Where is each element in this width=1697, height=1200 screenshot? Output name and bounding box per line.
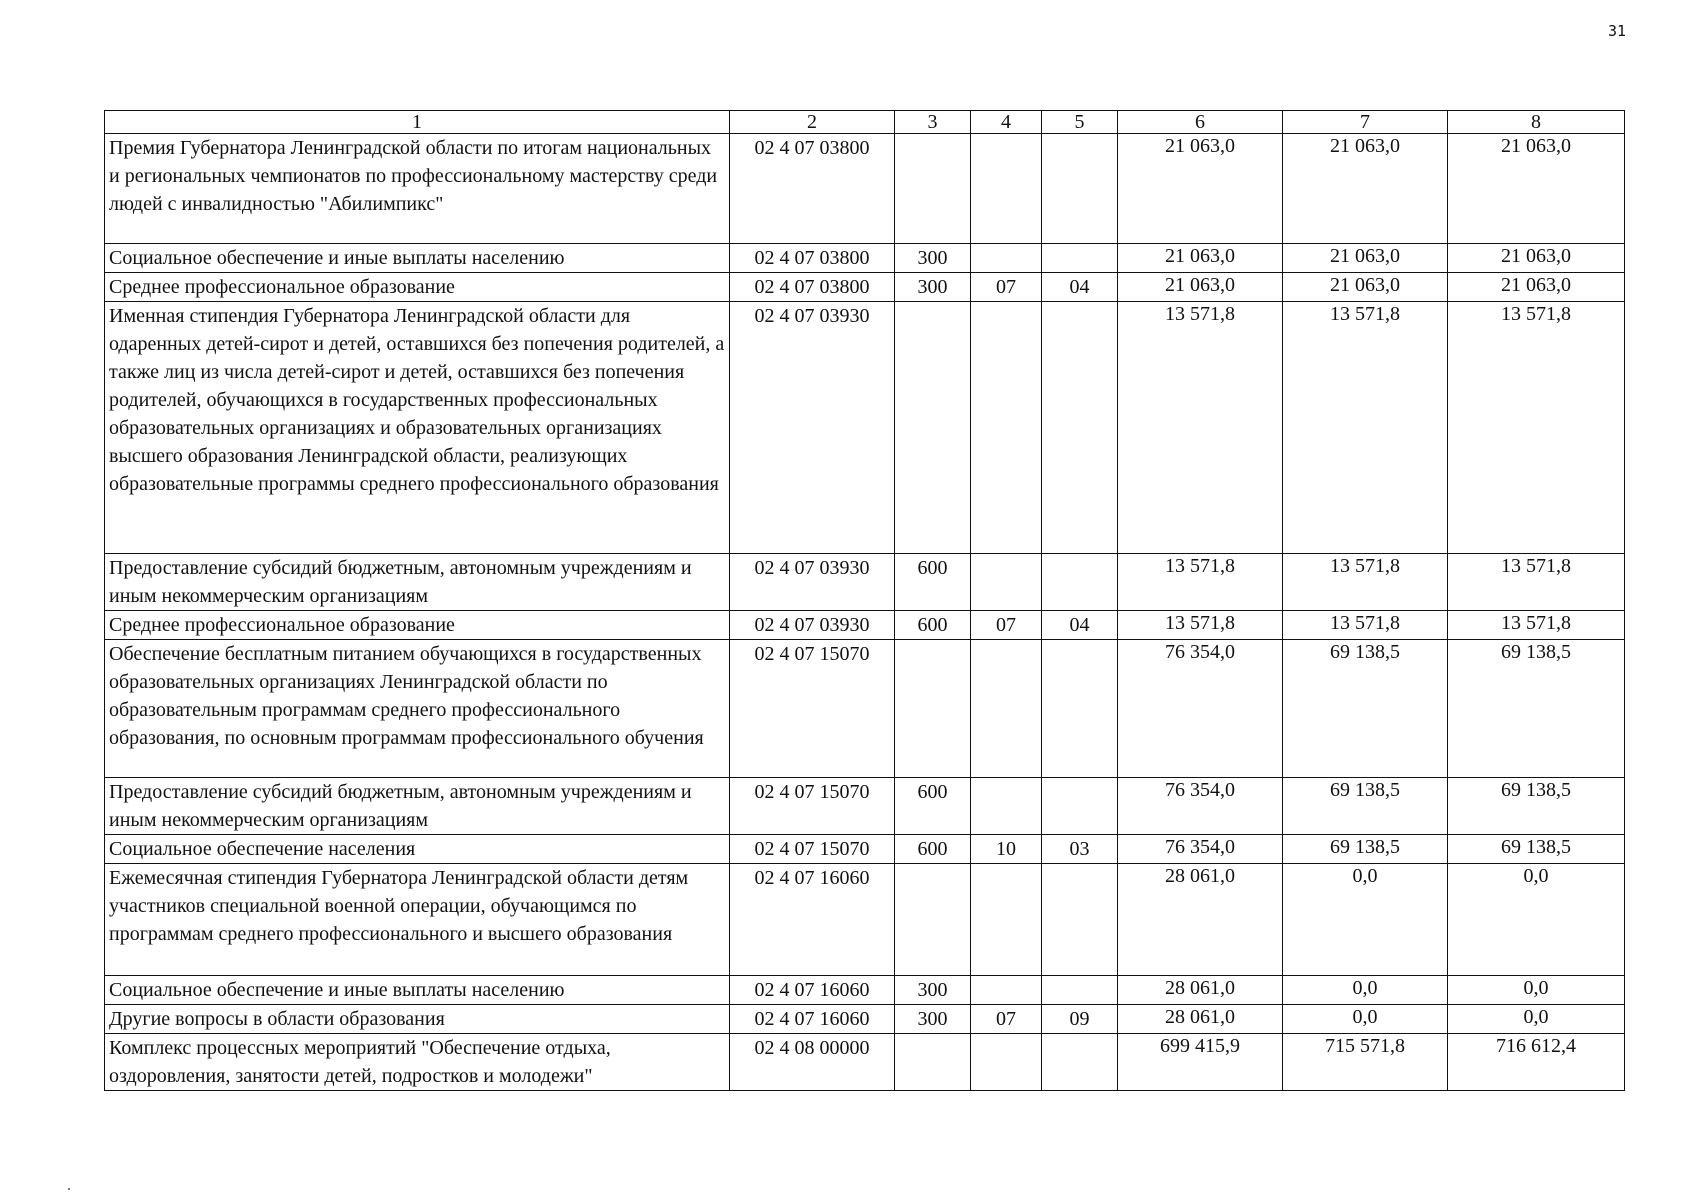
table-row [105,134,1625,244]
amount-col8: 69 138,5 [1448,835,1625,864]
subsection-code [1042,554,1118,611]
amount-col6: 28 061,0 [1118,1005,1283,1034]
amount-col7: 0,0 [1283,1005,1448,1034]
amount-col8: 21 063,0 [1448,244,1625,273]
section-code [971,1034,1042,1091]
section-code [971,134,1042,244]
column-number: 4 [971,111,1042,134]
amount-col7: 0,0 [1283,864,1448,976]
subsection-code [1042,302,1118,554]
amount-col8: 69 138,5 [1448,640,1625,778]
budget-table [104,110,1625,1091]
expense-type-code: 300 [895,244,971,273]
section-code [971,554,1042,611]
amount-col6: 76 354,0 [1118,835,1283,864]
amount-col6: 21 063,0 [1118,134,1283,244]
section-code: 07 [971,273,1042,302]
column-number: 3 [895,111,971,134]
row-name: Другие вопросы в области образования [105,1005,730,1034]
amount-col7: 21 063,0 [1283,273,1448,302]
expense-type-code [895,134,971,244]
row-name: Комплекс процессных мероприятий "Обеспечение отдыха, оздоровления, занятости детей, подростков и молодежи" [105,1034,730,1091]
expense-type-code: 300 [895,1005,971,1034]
column-number: 8 [1448,111,1625,134]
amount-col8: 13 571,8 [1448,302,1625,554]
amount-col7: 13 571,8 [1283,302,1448,554]
column-number: 7 [1283,111,1448,134]
target-article-code: 02 4 07 03930 [730,554,895,611]
target-article-code: 02 4 08 00000 [730,1034,895,1091]
amount-col6: 13 571,8 [1118,302,1283,554]
target-article-code: 02 4 07 16060 [730,1005,895,1034]
amount-col6: 21 063,0 [1118,273,1283,302]
amount-col6: 76 354,0 [1118,778,1283,835]
amount-col8: 69 138,5 [1448,778,1625,835]
target-article-code: 02 4 07 03800 [730,244,895,273]
subsection-code: 04 [1042,273,1118,302]
row-name: Предоставление субсидий бюджетным, автономным учреждениям и иным некоммерческим организациям [105,554,730,611]
amount-col7: 69 138,5 [1283,778,1448,835]
column-number: 2 [730,111,895,134]
target-article-code: 02 4 07 03800 [730,273,895,302]
expense-type-code: 300 [895,976,971,1005]
table-row [105,302,1625,554]
expense-type-code: 600 [895,611,971,640]
row-name: Предоставление субсидий бюджетным, автономным учреждениям и иным некоммерческим организациям [105,778,730,835]
section-code [971,640,1042,778]
amount-col6: 28 061,0 [1118,864,1283,976]
expense-type-code: 600 [895,835,971,864]
expense-type-code [895,864,971,976]
column-number: 6 [1118,111,1283,134]
subsection-code: 09 [1042,1005,1118,1034]
expense-type-code: 600 [895,554,971,611]
table-row [105,976,1625,1005]
scan-speck [68,1188,70,1190]
row-name: Среднее профессиональное образование [105,611,730,640]
amount-col6: 13 571,8 [1118,611,1283,640]
amount-col8: 716 612,4 [1448,1034,1625,1091]
row-name: Социальное обеспечение населения [105,835,730,864]
page-number: 31 [1608,22,1627,40]
target-article-code: 02 4 07 03930 [730,611,895,640]
amount-col7: 69 138,5 [1283,835,1448,864]
expense-type-code: 300 [895,273,971,302]
expense-type-code: 600 [895,778,971,835]
amount-col6: 76 354,0 [1118,640,1283,778]
column-number: 1 [105,111,730,134]
subsection-code [1042,134,1118,244]
subsection-code [1042,1034,1118,1091]
table-row [105,244,1625,273]
target-article-code: 02 4 07 03930 [730,302,895,554]
amount-col7: 21 063,0 [1283,134,1448,244]
amount-col6: 28 061,0 [1118,976,1283,1005]
table-row [105,1005,1625,1034]
expense-type-code [895,1034,971,1091]
table-row [105,640,1625,778]
row-name: Социальное обеспечение и иные выплаты населению [105,976,730,1005]
section-code [971,244,1042,273]
amount-col7: 21 063,0 [1283,244,1448,273]
row-name: Обеспечение бесплатным питанием обучающихся в государственных образовательных организациях Ленинградской области по образовательным программам среднего профессионального образования, по основным программам профессионального обучения [105,640,730,778]
amount-col8: 0,0 [1448,864,1625,976]
subsection-code: 04 [1042,611,1118,640]
section-code [971,864,1042,976]
amount-col7: 715 571,8 [1283,1034,1448,1091]
subsection-code [1042,244,1118,273]
target-article-code: 02 4 07 16060 [730,864,895,976]
table-row [105,611,1625,640]
amount-col6: 21 063,0 [1118,244,1283,273]
target-article-code: 02 4 07 03800 [730,134,895,244]
amount-col7: 69 138,5 [1283,640,1448,778]
target-article-code: 02 4 07 15070 [730,835,895,864]
table-row [105,778,1625,835]
row-name: Именная стипендия Губернатора Ленинградской области для одаренных детей-сирот и детей, оставшихся без попечения родителей, а также лиц из числа детей-сирот и детей, оставшихся без попечения родителей, обучающихся в государственных профессиональных образовательных организациях и образовательных организациях высшего образования Ленинградской области, реализующих образовательные программы среднего профессионального образования [105,302,730,554]
expense-type-code [895,302,971,554]
expense-type-code [895,640,971,778]
row-name: Среднее профессиональное образование [105,273,730,302]
column-number: 5 [1042,111,1118,134]
amount-col7: 0,0 [1283,976,1448,1005]
target-article-code: 02 4 07 16060 [730,976,895,1005]
amount-col6: 13 571,8 [1118,554,1283,611]
section-code: 07 [971,611,1042,640]
subsection-code [1042,976,1118,1005]
row-name: Ежемесячная стипендия Губернатора Ленинградской области детям участников специальной военной операции, обучающимся по программам среднего профессионального и высшего образования [105,864,730,976]
amount-col8: 21 063,0 [1448,273,1625,302]
amount-col8: 0,0 [1448,976,1625,1005]
section-code: 10 [971,835,1042,864]
subsection-code: 03 [1042,835,1118,864]
amount-col7: 13 571,8 [1283,611,1448,640]
subsection-code [1042,864,1118,976]
target-article-code: 02 4 07 15070 [730,778,895,835]
table-row [105,835,1625,864]
amount-col6: 699 415,9 [1118,1034,1283,1091]
section-code: 07 [971,1005,1042,1034]
column-number-row [105,111,1625,134]
table-row [105,273,1625,302]
amount-col8: 0,0 [1448,1005,1625,1034]
subsection-code [1042,778,1118,835]
amount-col7: 13 571,8 [1283,554,1448,611]
row-name: Премия Губернатора Ленинградской области по итогам национальных и региональных чемпионатов по профессиональному мастерству среди людей с инвалидностью "Абилимпикс" [105,134,730,244]
amount-col8: 21 063,0 [1448,134,1625,244]
row-name: Социальное обеспечение и иные выплаты населению [105,244,730,273]
target-article-code: 02 4 07 15070 [730,640,895,778]
table-row [105,554,1625,611]
subsection-code [1042,640,1118,778]
table-row [105,1034,1625,1091]
table-row [105,864,1625,976]
amount-col8: 13 571,8 [1448,554,1625,611]
section-code [971,976,1042,1005]
section-code [971,778,1042,835]
section-code [971,302,1042,554]
amount-col8: 13 571,8 [1448,611,1625,640]
